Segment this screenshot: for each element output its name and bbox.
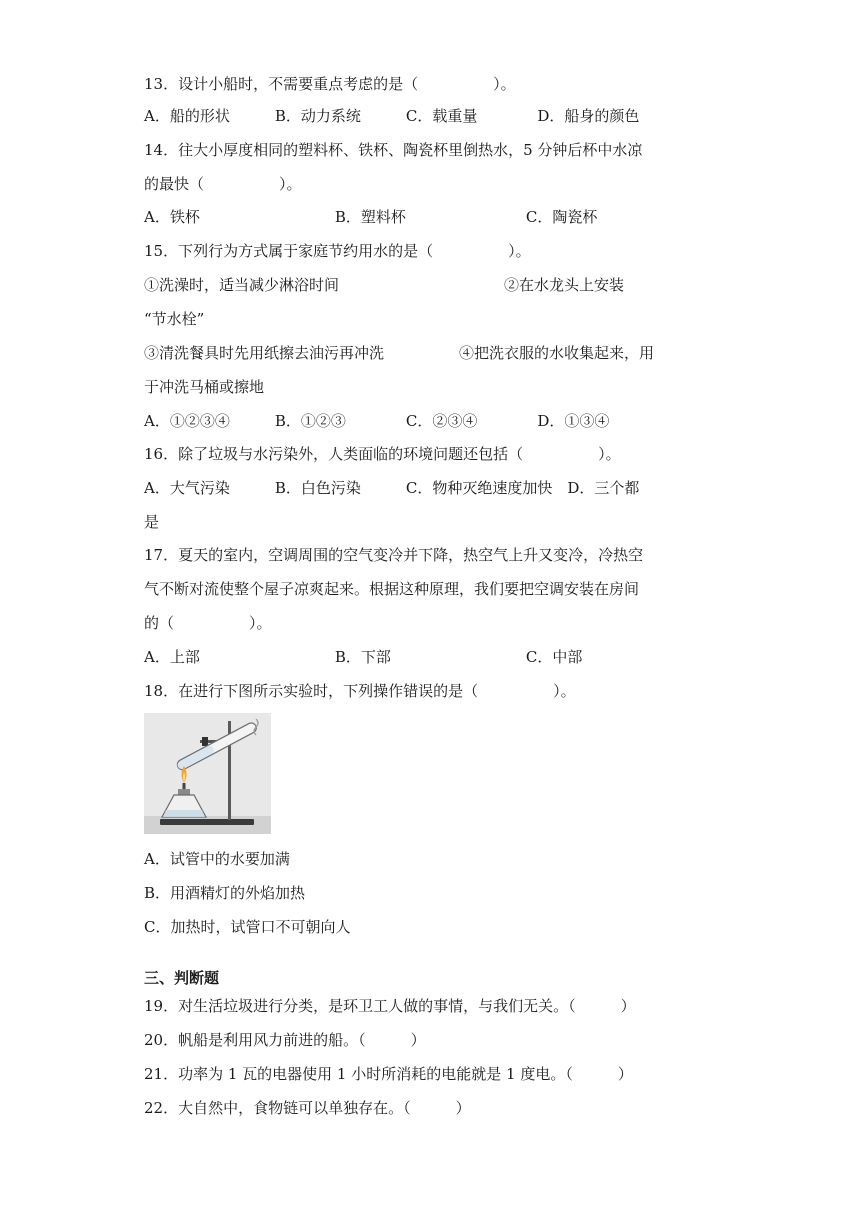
question-16: 16．除了垃圾与水污染外，人类面临的环境问题还包括（ ）。 [144, 445, 621, 463]
question-15-item1-cont: “节水栓” [144, 310, 205, 328]
question-18-option-a: A．试管中的水要加满 [144, 850, 290, 868]
experiment-illustration-icon [144, 713, 271, 834]
question-14-options: A．铁杯 B．塑料杯 C．陶瓷杯 [144, 208, 598, 226]
question-18: 18．在进行下图所示实验时，下列操作错误的是（ ）。 [144, 682, 576, 700]
question-19: 19．对生活垃圾进行分类，是环卫工人做的事情，与我们无关。（ ） [144, 997, 636, 1015]
question-21: 21．功率为 1 瓦的电器使用 1 小时所消耗的电能就是 1 度电。（ ） [144, 1065, 633, 1083]
question-18-option-c: C．加热时，试管口不可朝向人 [144, 918, 351, 936]
question-15-item3: ③清洗餐具时先用纸擦去油污再冲洗 ④把洗衣服的水收集起来，用 [144, 344, 655, 362]
question-22: 22．大自然中，食物链可以单独存在。（ ） [144, 1099, 471, 1117]
question-17-line3: 的（ ）。 [144, 614, 272, 632]
question-17-line2: 气不断对流使整个屋子凉爽起来。根据这种原理，我们要把空调安装在房间 [144, 580, 640, 598]
question-15: 15．下列行为方式属于家庭节约用水的是（ ）。 [144, 242, 531, 260]
question-15-item1: ①洗澡时，适当减少淋浴时间 ②在水龙头上安装 [144, 276, 625, 294]
question-14-line1: 14．往大小厚度相同的塑料杯、铁杯、陶瓷杯里倒热水，5 分钟后杯中水凉 [144, 141, 643, 159]
question-15-options: A．①②③④ B．①②③ C．②③④ D．①③④ [144, 412, 610, 430]
question-14-line2: 的最快（ ）。 [144, 175, 302, 193]
section-heading: 三、判断题 [144, 969, 220, 987]
question-18-option-b: B．用酒精灯的外焰加热 [144, 884, 306, 902]
question-20: 20．帆船是利用风力前进的船。（ ） [144, 1031, 426, 1049]
question-17-options: A．上部 B．下部 C．中部 [144, 648, 583, 666]
alcohol-lamp-experiment-image [144, 713, 271, 834]
question-17-line1: 17．夏天的室内，空调周围的空气变冷并下降，热空气上升又变冷，冷热空 [144, 546, 644, 564]
question-16-options-cont: 是 [144, 513, 160, 531]
question-16-options: A．大气污染 B．白色污染 C．物种灭绝速度加快 D．三个都 [144, 479, 640, 497]
question-13: 13．设计小船时，不需要重点考虑的是（ ）。 [144, 75, 516, 93]
question-13-options: A．船的形状 B．动力系统 C．载重量 D．船身的颜色 [144, 107, 640, 125]
question-15-item3-cont: 于冲洗马桶或擦地 [144, 378, 265, 396]
